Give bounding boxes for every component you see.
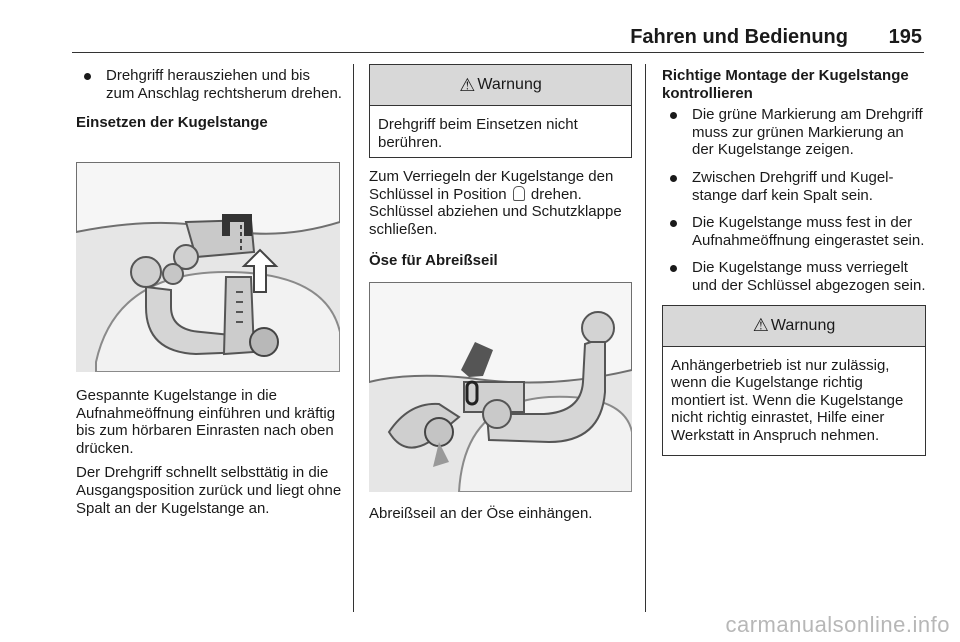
bullet-dot-icon	[670, 112, 677, 119]
warning-triangle-icon: ⚠	[459, 74, 476, 95]
figure-towbar-insertion	[76, 162, 340, 372]
list-item	[76, 67, 342, 102]
page-header	[72, 22, 924, 53]
column-divider	[353, 64, 354, 612]
warning-header	[663, 306, 925, 347]
section-heading: Öse für Abreißseil	[369, 252, 498, 270]
list-item-text: Die Kugelstange muss fest in der Aufnahmeöffnung eingerastet sein.	[692, 214, 925, 249]
bullet-dot-icon	[670, 175, 677, 182]
warning-text: Drehgriff beim Einsetzen nicht berühren.	[378, 116, 578, 151]
paragraph-part: drehen. Schlüssel abziehen und Schutzklappe schließen.	[369, 185, 622, 238]
column-2	[369, 64, 632, 270]
watermark: carmanualsonline.info	[725, 612, 950, 637]
warning-title: Warnung	[770, 316, 836, 334]
list-item	[662, 214, 926, 249]
section-heading: Richtige Montage der Kugelstange kontrollieren	[662, 67, 909, 102]
page-number: 195	[888, 26, 922, 48]
towbar-insertion-illustration	[76, 162, 340, 372]
column-1-text	[76, 387, 342, 517]
warning-box	[369, 64, 632, 158]
list-item	[662, 106, 926, 159]
figure-caption: Abreißseil an der Öse einhängen.	[369, 505, 593, 522]
column-divider	[645, 64, 646, 612]
bullet-dot-icon	[84, 73, 91, 80]
chapter-title: Fahren und Bedienung	[630, 26, 848, 48]
paragraph: Gespannte Kugelstange in die Aufnahmeöffnung einführen und kräftig bis zum hörbaren Einrasten nach oben drücken.	[76, 387, 336, 457]
warning-box	[662, 305, 926, 456]
warning-triangle-icon: ⚠	[752, 315, 769, 336]
list-item-text: Zwischen Drehgriff und Kugelstange darf kein Spalt sein.	[692, 168, 894, 204]
column-2-caption	[369, 505, 632, 523]
list-item-text: Die grüne Markierung am Drehgriff muss zur grünen Markierung an der Kugelstange zeigen.	[692, 106, 923, 159]
list-item	[662, 169, 926, 204]
bullet-dot-icon	[670, 220, 677, 227]
warning-header	[370, 65, 631, 106]
paragraph: Der Drehgriff schnellt selbsttätig in die Ausgangsposition zurück und liegt ohne Spalt an der Kugelstange an.	[76, 464, 342, 517]
lock-position-icon	[513, 186, 525, 201]
column-3	[662, 64, 926, 456]
column-1	[76, 64, 342, 132]
paragraph	[369, 168, 632, 238]
warning-title: Warnung	[477, 76, 542, 93]
list-item	[662, 259, 926, 294]
list-item-text: Die Kugelstange muss verriegelt und der Schlüssel abgezogen sein.	[692, 259, 926, 294]
section-heading: Einsetzen der Kugelstange	[76, 114, 268, 132]
list-item-text: Drehgriff herausziehen und bis zum Anschlag rechtsherum drehen.	[106, 67, 342, 102]
figure-tow-eye	[369, 282, 632, 492]
tow-eye-illustration	[369, 282, 632, 492]
warning-text: Anhängerbetrieb ist nur zulässig, wenn die Kugelstange richtig montiert ist. Wenn die Kugelstange nicht richtig einrastet, Hilfe einer Werkstatt in Anspruch nehmen.	[671, 356, 904, 444]
bullet-dot-icon	[670, 265, 677, 272]
paragraph-part: Zum Verriegeln der Kugelstange den Schlüssel in Position	[369, 168, 614, 203]
check-list	[662, 106, 926, 294]
